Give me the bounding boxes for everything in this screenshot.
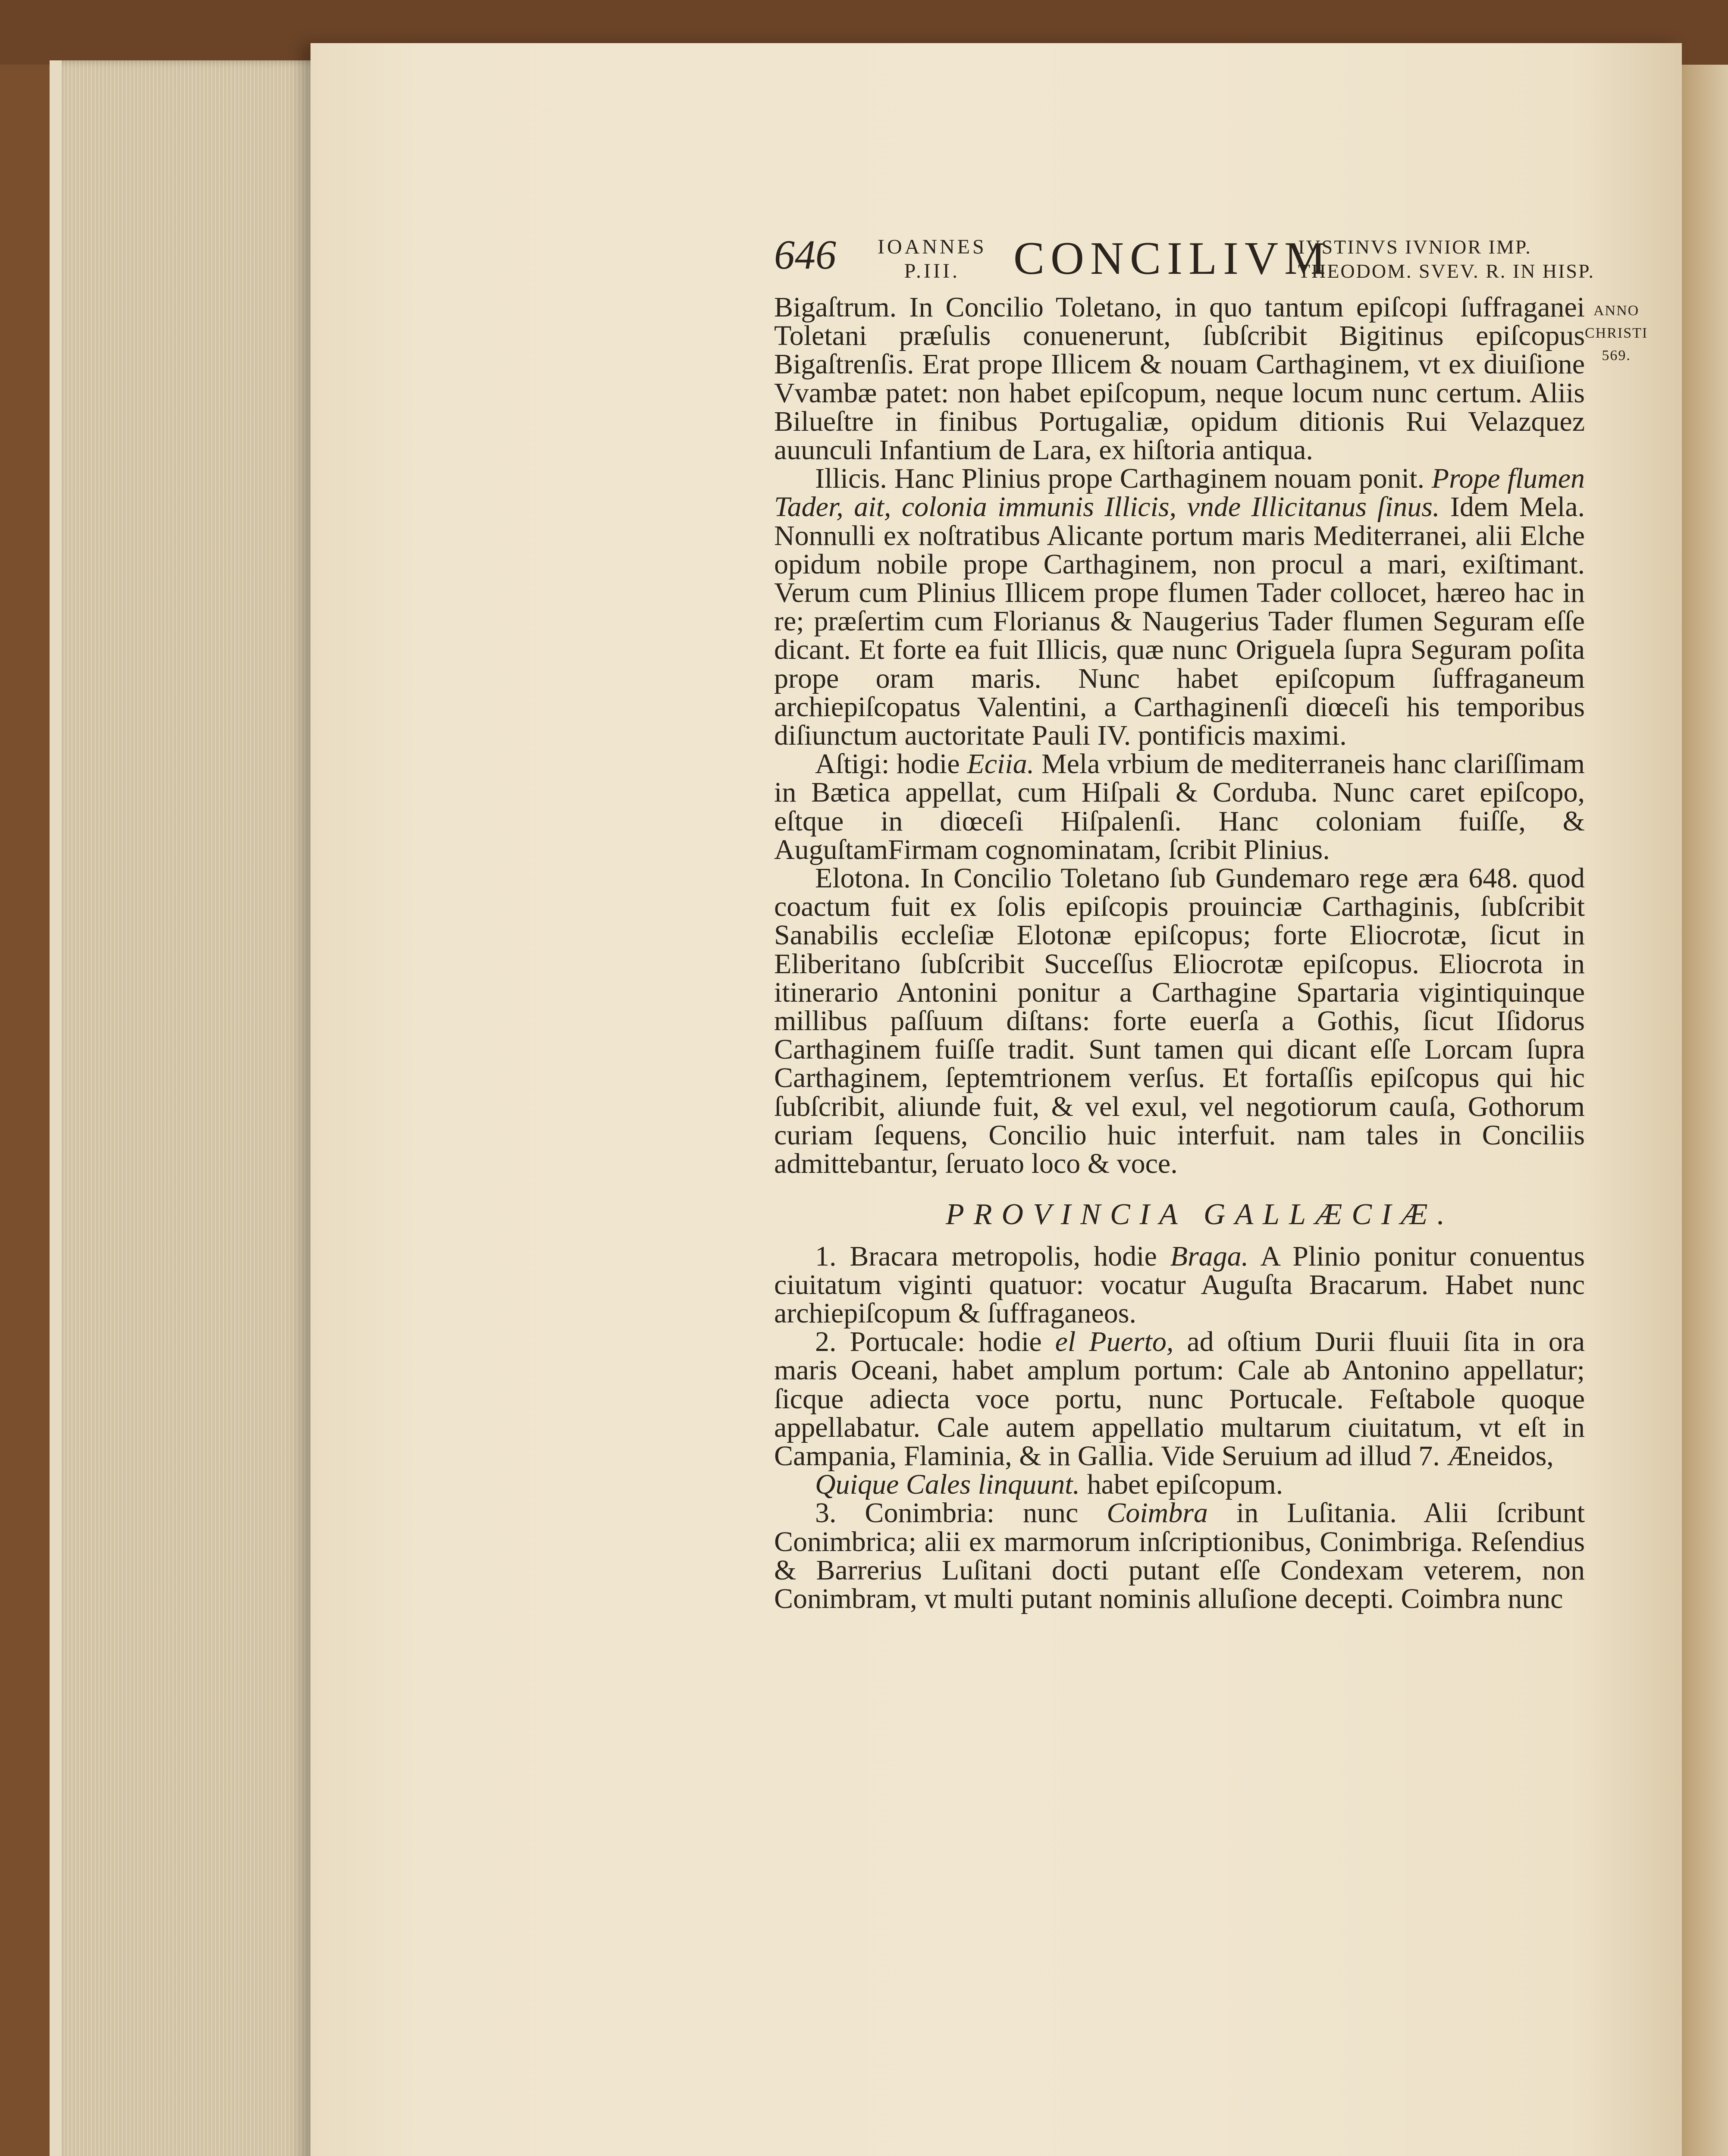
- running-head-left-line: P.III.: [904, 260, 960, 282]
- running-head-left: [878, 235, 987, 283]
- paragraph-elotona: Elotona. In Concilio Toletano ſub Gundemaro rege æra 648. quod coactum fuit ex ſolis epiſcopis prouinciæ Carthaginis, ſubſcribit Sanabilis eccleſiæ Elotonæ epiſcopus; forte Eliocrotæ, ſicut in Eliberitano ſubſcribit Succeſſus Eliocrotæ epiſcopus. Eliocrota in itinerario Antonini ponitur a Carthagine Spartaria vigintiquinque millibus paſſuum diſtans: forte euerſa a Gothis, ſicut Iſidorus Carthaginem fuiſſe tradit. Sunt tamen qui dicant eſſe Lorcam ſupra Carthaginem, ſeptemtrionem verſus. Et fortaſſis epiſcopus qui hic ſubſcribit, aliunde fuit, & vel exul, vel negotiorum cauſa, Gothorum curiam ſequens, Concilio huic interfuit. nam tales in Conciliis admittebantur, ſeruato loco & voce.: [774, 862, 1585, 1180]
- margin-note-line: ANNO: [1593, 303, 1640, 319]
- italic-term: Coimbra: [1107, 1497, 1208, 1529]
- text-run: in Luſitania. Alii ſcribunt Conimbrica; alii ex marmorum inſcriptionibus, Conimbriga. Reſendius & Barrerius Luſitani docti putant eſſe Condexam veterem, non Conimbram, vt multi putant nominis alluſione decepti. Coimbra nunc: [774, 1497, 1585, 1614]
- text-run: habet epiſcopum.: [1087, 1469, 1283, 1501]
- running-head-title: CONCILIVM: [1013, 233, 1332, 284]
- text-run: ad oſtium Durii fluuii ſita in ora maris Oceani, habet amplum portum: Cale ab Antonino appellatur; ſicque adiecta voce portu, nunc Portucale. Feſtabole quoque appellabatur. Cale autem appellatio multarum ciuitatum, vt eſt in Campania, Flaminia, & in Gallia. Vide Seruium ad illud 7. Æneidos,: [774, 1326, 1585, 1472]
- paragraph-illicis: [774, 464, 1585, 750]
- text-run: 2. Portucale: hodie: [815, 1326, 1042, 1358]
- list-item-portucale: [774, 1328, 1585, 1470]
- list-item-conimbria: [774, 1499, 1585, 1613]
- text-run: Mela vrbium de mediterraneis hanc clariſſimam in Bætica appellat, cum Hiſpali & Corduba. Nunc caret epiſcopo, eſtque in diœceſi Hiſpalenſi. Hanc coloniam fuiſſe, & AuguſtamFirmam cognominatam, ſcribit Plinius.: [774, 748, 1585, 865]
- running-head-left-line: IOANNES: [878, 235, 987, 258]
- page-body: [774, 293, 1585, 1613]
- section-spacer: [774, 1178, 1585, 1200]
- list-item-bracara: [774, 1242, 1585, 1328]
- text-run: Idem Mela. Nonnulli ex noſtratibus Alicante portum maris Mediterranei, alii Elche opidum nobile prope Carthaginem, non procul a mari, exiſtimant. Verum cum Plinius Illicem prope flumen Tader collocet, hæreo hac in re; præſertim cum Florianus & Naugerius Tader flumen Seguram eſſe dicant. Et forte ea fuit Illicis, quæ nunc Origuela ſupra Seguram poſita prope oram maris. Nunc habet epiſcopum ſuffraganeum archiepiſcopatus Valentini, a Carthaginenſi diœceſi his temporibus diſiunctum auctoritate Pauli IV. pontificis maximi.: [774, 491, 1585, 752]
- section-heading: PROVINCIA GALLÆCIÆ.: [946, 1198, 1454, 1232]
- verse-quote-line: [774, 1470, 1585, 1499]
- text-run: Illicis. Hanc Plinius prope Carthaginem nouam ponit.: [815, 463, 1424, 495]
- running-head-right-line: THEODOM. SVEV. R. IN HISP.: [1298, 260, 1595, 282]
- book-page-edges: [50, 60, 338, 2156]
- text-run: Aſtigi: hodie: [815, 748, 960, 780]
- italic-verse: Quique Cales linquunt.: [815, 1469, 1080, 1501]
- text-run: 1. Bracara metropolis, hodie: [815, 1240, 1157, 1272]
- text-run: 3. Conimbria: nunc: [815, 1497, 1079, 1529]
- italic-term: Braga.: [1170, 1240, 1249, 1272]
- paragraph-astigi: [774, 750, 1585, 864]
- page-number: 646: [774, 232, 836, 278]
- running-head-right-line: IVSTINVS IVNIOR IMP.: [1298, 236, 1532, 258]
- italic-term: el Puerto,: [1055, 1326, 1174, 1358]
- italic-term: Eciia.: [967, 748, 1035, 780]
- margin-note-line: CHRISTI: [1585, 325, 1648, 341]
- text-run: A Plinio ponitur conuentus ciuitatum viginti quatuor: vocatur Auguſta Bracarum. Habet nunc archiepiſcopum & ſuffraganeos.: [774, 1240, 1585, 1329]
- running-head-right: [1298, 235, 1595, 283]
- margin-note-year: [1585, 300, 1648, 367]
- paragraph-bigastrum: Bigaſtrum. In Concilio Toletano, in quo tantum epiſcopi ſuffraganei Toletani præſulis conuenerunt, ſubſcribit Bigitinus epiſcopus Bigaſtrenſis. Erat prope Illicem & nouam Carthaginem, vt ex diuiſione Vvambæ patet: non habet epiſcopum, neque locum nunc certum. Aliis Bilueſtre in finibus Portugaliæ, opidum ditionis Rui Velazquez auunculi Infantium de Lara, ex hiſtoria antiqua.: [774, 291, 1585, 466]
- margin-note-line: 569.: [1602, 348, 1631, 364]
- facing-page-edge: [1678, 65, 1728, 2156]
- italic-quote: Prope flumen Tader, ait, colonia immunis Illicis, vnde Illicitanus ſinus.: [774, 463, 1585, 523]
